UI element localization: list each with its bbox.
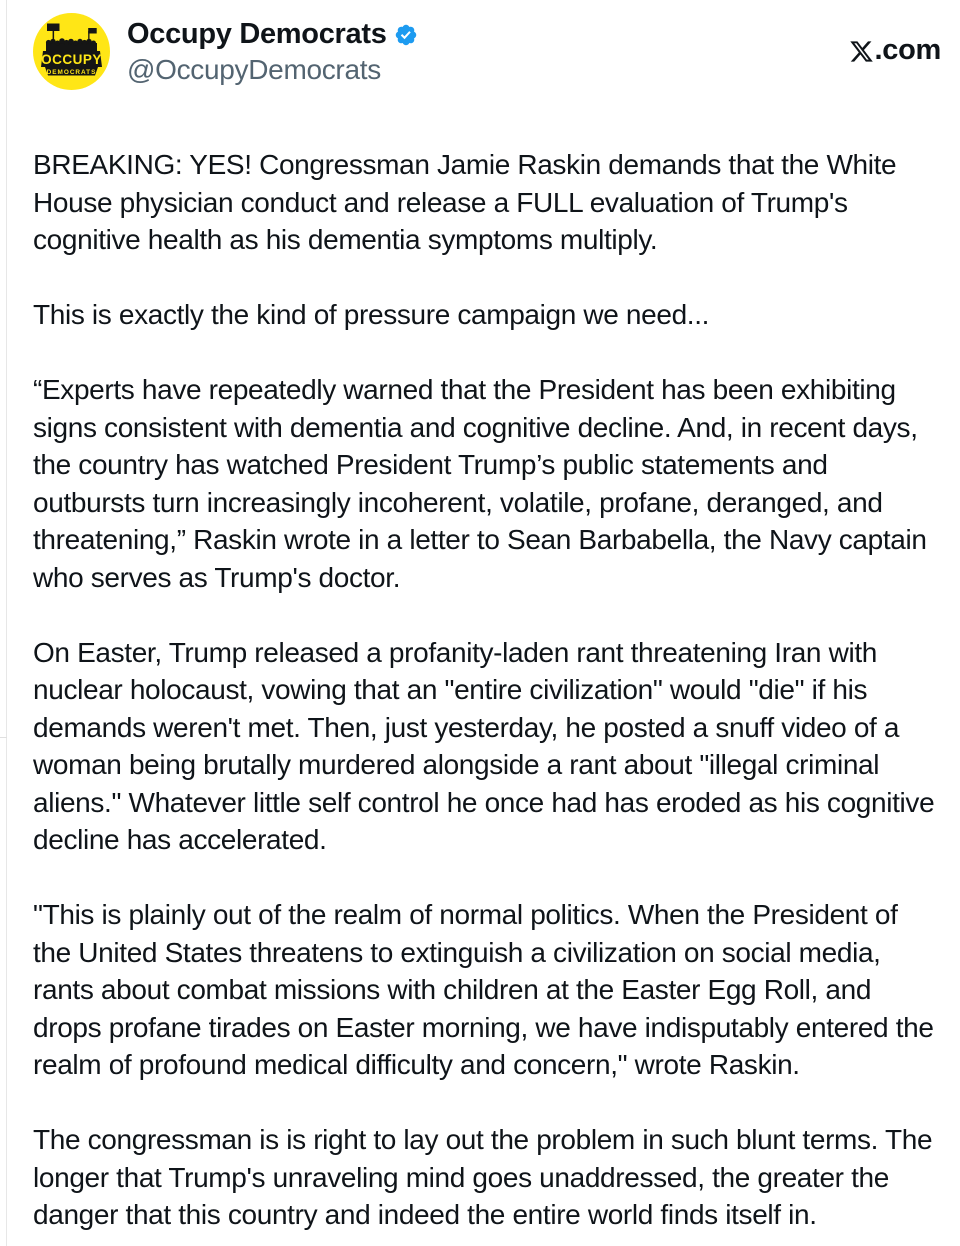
cropped-page-edge-tick xyxy=(0,737,7,738)
post-paragraph: BREAKING: YES! Congressman Jamie Raskin demands that the White House physician conduct and release a FULL evaluation of Trump's cognitive health as his dementia symptoms multiply. xyxy=(33,149,897,255)
occupy-democrats-logo-icon xyxy=(33,13,110,90)
post-paragraph: "This is plainly out of the realm of normal politics. When the President of the United States threatens to extinguish a civilization on social media, rants about combat missions with children at the Easter Egg Roll, and drops profane tirades on Easter morning, we have indisputably entered the realm of profound medical difficulty and concern," wrote Raskin. xyxy=(33,899,934,1080)
verified-badge-icon xyxy=(394,23,418,47)
author-name[interactable]: Occupy Democrats xyxy=(127,18,387,50)
author-handle[interactable]: @OccupyDemocrats xyxy=(127,54,381,85)
svg-text:DEMOCRATS: DEMOCRATS xyxy=(46,68,97,76)
avatar[interactable] xyxy=(33,13,110,90)
svg-text:OCCUPY: OCCUPY xyxy=(41,52,102,67)
author-block xyxy=(127,13,418,86)
post-paragraph: “Experts have repeatedly warned that the President has been exhibiting signs consistent with dementia and cognitive decline. And, in recent days, the country has watched President Trump’s public statements and outbursts turn increasingly incoherent, volatile, profane, deranged, and threatening,” Raskin wrote in a letter to Sean Barbabella, the Navy captain who serves as Trump's doctor. xyxy=(33,374,927,593)
source-link[interactable] xyxy=(849,34,942,67)
x-logo-icon xyxy=(849,39,874,64)
post-paragraph: On Easter, Trump released a profanity-laden rant threatening Iran with nuclear holocaust, vowing that an "entire civilization" would "die" if his demands weren't met. Then, just yesterday, he posted a snuff video of a woman being brutally murdered alongside a rant about "illegal criminal aliens." Whatever little self control he once had has eroded as his cognitive decline has accelerated. xyxy=(33,636,935,855)
post-header xyxy=(33,13,418,90)
post-body xyxy=(33,146,936,1234)
source-link-suffix: .com xyxy=(874,34,941,66)
post-paragraph: This is exactly the kind of pressure campaign we need... xyxy=(33,299,710,330)
cropped-page-edge-line xyxy=(6,0,7,1246)
post-paragraph: The congressman is is right to lay out the problem in such blunt terms. The longer that Trump's unraveling mind goes unaddressed, the greater the danger that this country and indeed the entire world finds itself in. xyxy=(33,1124,933,1230)
